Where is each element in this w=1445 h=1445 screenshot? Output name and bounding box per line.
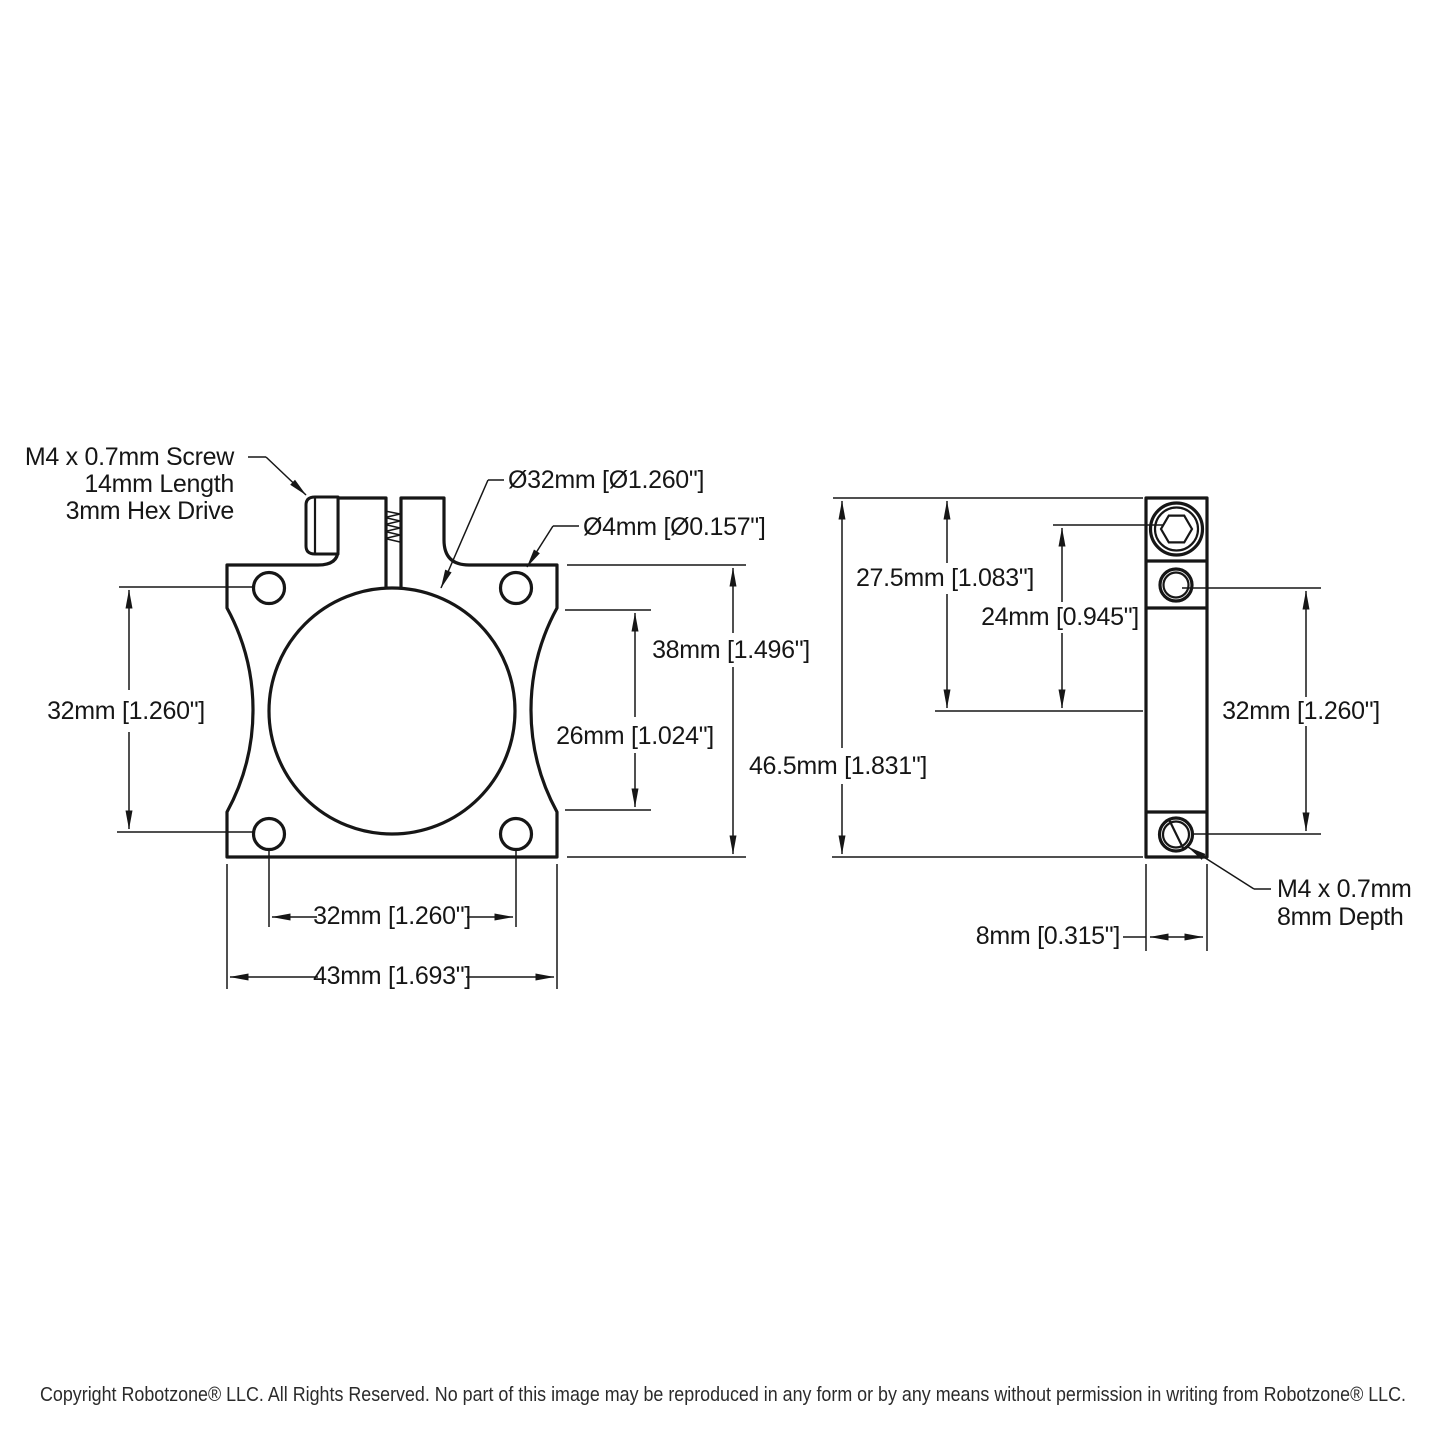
- dim-side-hole-spacing: [1182, 588, 1380, 834]
- dim-side-thickness: [976, 864, 1207, 951]
- corner-hole-diameter-callout: [527, 513, 766, 567]
- front-view-outline: [227, 498, 557, 857]
- callout-label: Ø4mm [Ø0.157"]: [583, 513, 766, 541]
- dim-label: 43mm [1.693"]: [313, 962, 471, 990]
- clamp-screw-head: [306, 497, 338, 554]
- side-through-hole-inner: [1164, 573, 1189, 598]
- note-line: M4 x 0.7mm: [1277, 875, 1412, 903]
- copyright-text: Copyright Robotzone® LLC. All Rights Reserved. No part of this image may be reproduced in any form or by any means without permission in writing from Robotzone® LLC.: [40, 1384, 1406, 1406]
- dim-label: 46.5mm [1.831"]: [748, 752, 928, 780]
- dim-overall-height: [749, 498, 1143, 857]
- side-tapped-hole-slash: [1170, 821, 1184, 849]
- note-line: M4 x 0.7mm Screw: [24, 443, 234, 471]
- leader-line: [527, 526, 553, 567]
- front-corner-hole-bottom-right: [501, 819, 532, 850]
- note-line: 3mm Hex Drive: [65, 497, 234, 525]
- dim-side-screw-to-bore-center: [981, 525, 1163, 708]
- dim-label: 32mm [1.260"]: [1222, 697, 1380, 725]
- front-view: [227, 497, 557, 857]
- callout-label: Ø32mm [Ø1.260"]: [508, 466, 705, 494]
- front-corner-hole-top-left: [254, 573, 285, 604]
- note-line: 8mm Depth: [1277, 903, 1404, 931]
- dim-front-plate-height: [567, 565, 810, 857]
- front-corner-hole-bottom-left: [254, 819, 285, 850]
- dim-label: 27.5mm [1.083"]: [855, 564, 1035, 592]
- side-through-hole-outer: [1160, 569, 1192, 601]
- note-line: 14mm Length: [84, 470, 234, 498]
- dim-front-hole-horizontal-spacing: [269, 851, 516, 930]
- dimensions: [47, 498, 1380, 990]
- leader-line: [441, 480, 488, 588]
- clamp-bore-circle: [269, 588, 515, 834]
- side-view-body: [1146, 498, 1207, 857]
- hex-socket-icon: [1161, 516, 1192, 543]
- tapped-hole-note: [1188, 847, 1412, 931]
- leader-line: [266, 457, 306, 495]
- dim-label: 32mm [1.260"]: [313, 902, 471, 930]
- dim-label: 26mm [1.024"]: [556, 722, 714, 750]
- dim-label: 24mm [0.945"]: [981, 603, 1139, 631]
- leader-line: [1188, 847, 1254, 889]
- dim-label: 32mm [1.260"]: [47, 697, 205, 725]
- front-corner-hole-top-right: [501, 573, 532, 604]
- dim-front-hole-vertical-spacing: [47, 587, 254, 832]
- side-view: [1146, 498, 1207, 857]
- dim-label: 38mm [1.496"]: [652, 636, 810, 664]
- dim-label: 8mm [0.315"]: [975, 922, 1120, 950]
- clamp-screw-note: [25, 443, 306, 525]
- hex-screw-head-outer-circle: [1151, 503, 1203, 555]
